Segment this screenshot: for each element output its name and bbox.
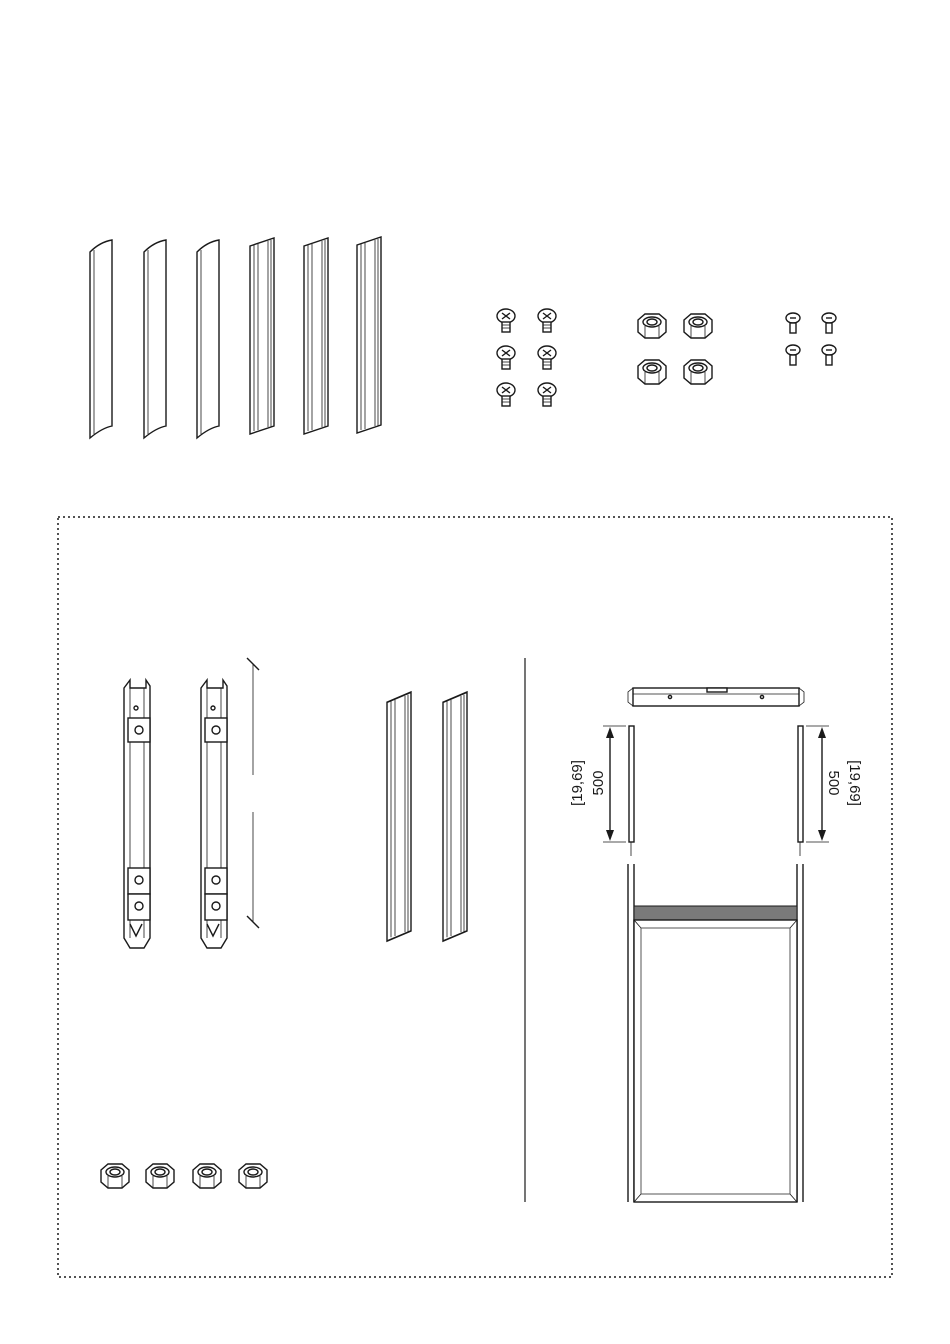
rail-length-dimension [247,658,259,928]
cover-profile-plain-2 [144,240,166,438]
dimension-left-value: 500 [590,770,607,796]
small-screw-icon [786,345,800,365]
dimension-right-value: 500 [825,770,842,796]
nut-icon [239,1164,267,1188]
kit-nuts-group [101,1164,267,1188]
screw-icon [497,383,515,406]
kit-cover-2 [443,692,467,941]
cover-profile-ribbed-2 [304,238,328,434]
nut-icon [638,314,666,338]
screw-icon [538,346,556,369]
dimension-left [569,726,626,842]
nut-icon [146,1164,174,1188]
nut-icon [101,1164,129,1188]
small-screw-icon [786,313,800,333]
cover-profile-plain-3 [197,240,219,438]
large-nuts-group [638,314,712,384]
wall-rail-2 [201,680,227,948]
small-screw-icon [822,313,836,333]
dimension-left-inch: [19,69] [569,760,586,806]
cover-profile-ribbed-1 [250,238,274,434]
wall-rail-1 [124,680,150,948]
small-screw-icon [822,345,836,365]
cover-profiles-group [90,237,381,438]
small-screws-group [786,313,836,365]
large-screws-group [497,309,556,406]
nut-icon [684,314,712,338]
dimension-right-inch: [19,69] [846,760,863,806]
screw-icon [538,383,556,406]
nut-icon [193,1164,221,1188]
dimension-right [806,726,863,842]
screw-icon [497,346,515,369]
screw-icon [538,309,556,332]
cover-profile-plain-1 [90,240,112,438]
nut-icon [638,360,666,384]
nut-icon [684,360,712,384]
screen-assembly [628,688,804,1202]
cover-profile-ribbed-3 [357,237,381,433]
screw-icon [497,309,515,332]
kit-cover-1 [387,692,411,941]
